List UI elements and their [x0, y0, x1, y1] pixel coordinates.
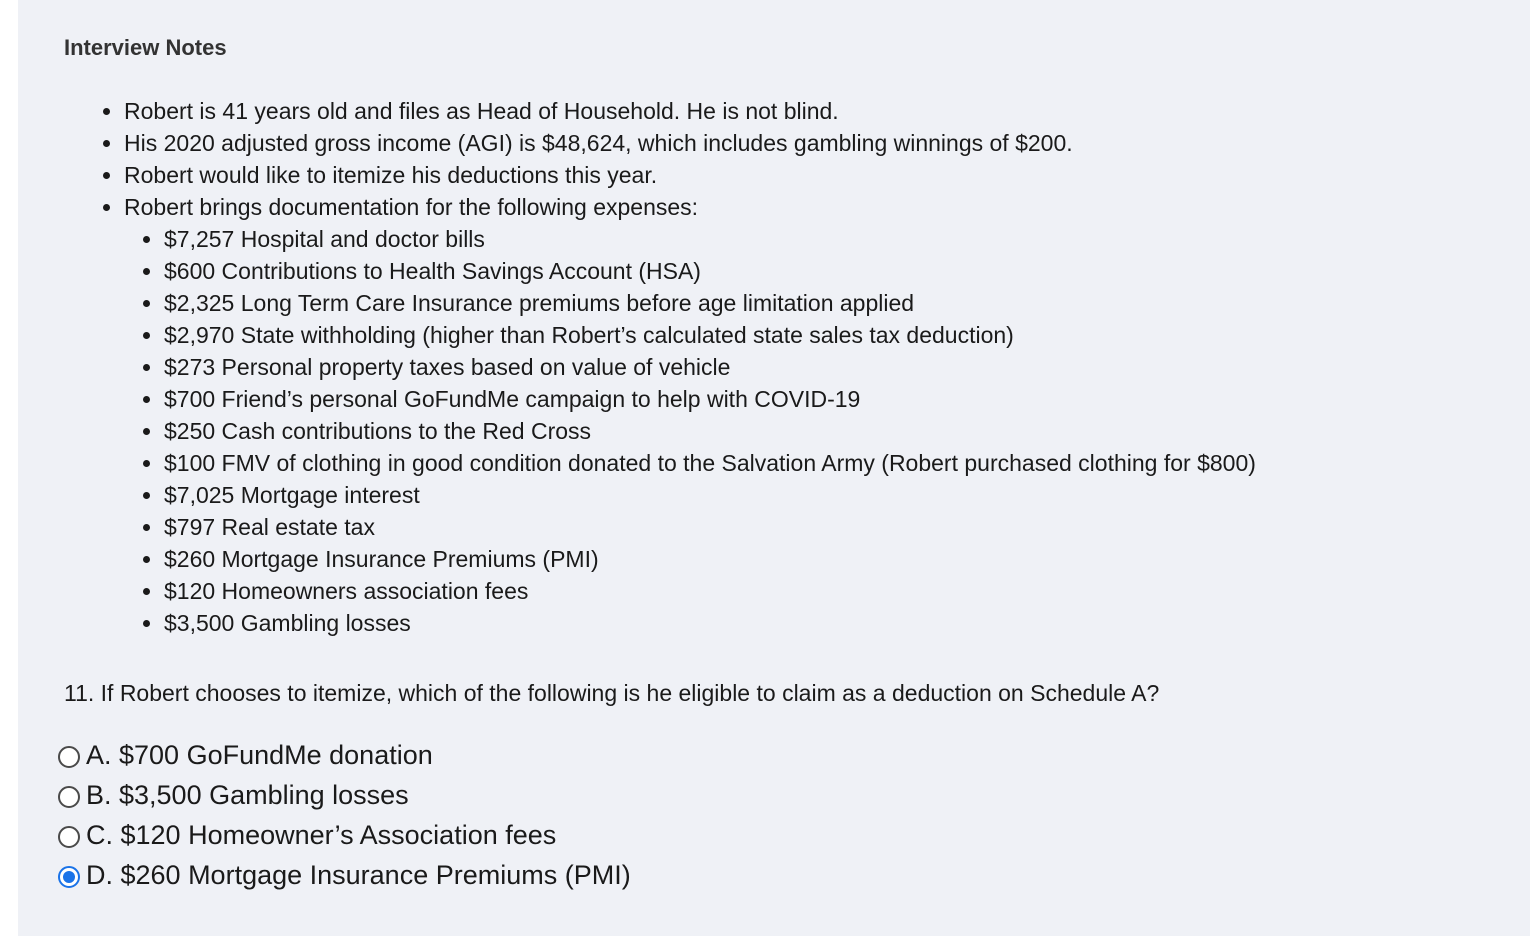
- expense-item: • $250 Cash contributions to the Red Cross: [164, 415, 1256, 447]
- choice-b-label[interactable]: B. $3,500 Gambling losses: [86, 779, 409, 810]
- interview-notes-list: [64, 95, 1256, 639]
- note-item-text: Robert brings documentation for the following expenses:: [124, 194, 699, 220]
- answer-choices: [58, 735, 631, 895]
- expense-item: • $120 Homeowners association fees: [164, 575, 1256, 607]
- expense-item: • $7,025 Mortgage interest: [164, 479, 1256, 511]
- radio-a[interactable]: [58, 746, 80, 768]
- note-item: • Robert is 41 years old and files as Head of Household. He is not blind.: [124, 95, 1256, 127]
- radio-b[interactable]: [58, 786, 80, 808]
- choice-a[interactable]: [58, 735, 631, 775]
- radio-c[interactable]: [58, 826, 80, 848]
- note-item: • Robert would like to itemize his deductions this year.: [124, 159, 1256, 191]
- expense-item: • $3,500 Gambling losses: [164, 607, 1256, 639]
- section-title: Interview Notes: [64, 35, 227, 60]
- expense-item: • $260 Mortgage Insurance Premiums (PMI): [164, 543, 1256, 575]
- expense-item: • $7,257 Hospital and doctor bills: [164, 223, 1256, 255]
- expense-item: • $273 Personal property taxes based on value of vehicle: [164, 351, 1256, 383]
- choice-a-label[interactable]: A. $700 GoFundMe donation: [86, 739, 433, 770]
- expenses-list: [124, 223, 1256, 639]
- choice-d-label[interactable]: D. $260 Mortgage Insurance Premiums (PMI): [86, 859, 631, 890]
- choice-d[interactable]: [58, 855, 631, 895]
- choice-c-label[interactable]: C. $120 Homeowner’s Association fees: [86, 819, 557, 850]
- expense-item: • $2,970 State withholding (higher than Robert’s calculated state sales tax deduction): [164, 319, 1256, 351]
- question-text: 11. If Robert chooses to itemize, which of the following is he eligible to claim as a deduction on Schedule A?: [64, 680, 1160, 706]
- expense-item: • $797 Real estate tax: [164, 511, 1256, 543]
- radio-d[interactable]: [58, 866, 80, 888]
- expense-item: • $600 Contributions to Health Savings Account (HSA): [164, 255, 1256, 287]
- choice-b[interactable]: [58, 775, 631, 815]
- content-panel: [18, 0, 1530, 936]
- note-item: • His 2020 adjusted gross income (AGI) is $48,624, which includes gambling winnings of $200.: [124, 127, 1256, 159]
- expense-item: • $2,325 Long Term Care Insurance premiums before age limitation applied: [164, 287, 1256, 319]
- expense-item: • $100 FMV of clothing in good condition donated to the Salvation Army (Robert purchased clothing for $800): [164, 447, 1256, 479]
- choice-c[interactable]: [58, 815, 631, 855]
- note-item-expenses: [124, 191, 1256, 639]
- expense-item: • $700 Friend’s personal GoFundMe campaign to help with COVID-19: [164, 383, 1256, 415]
